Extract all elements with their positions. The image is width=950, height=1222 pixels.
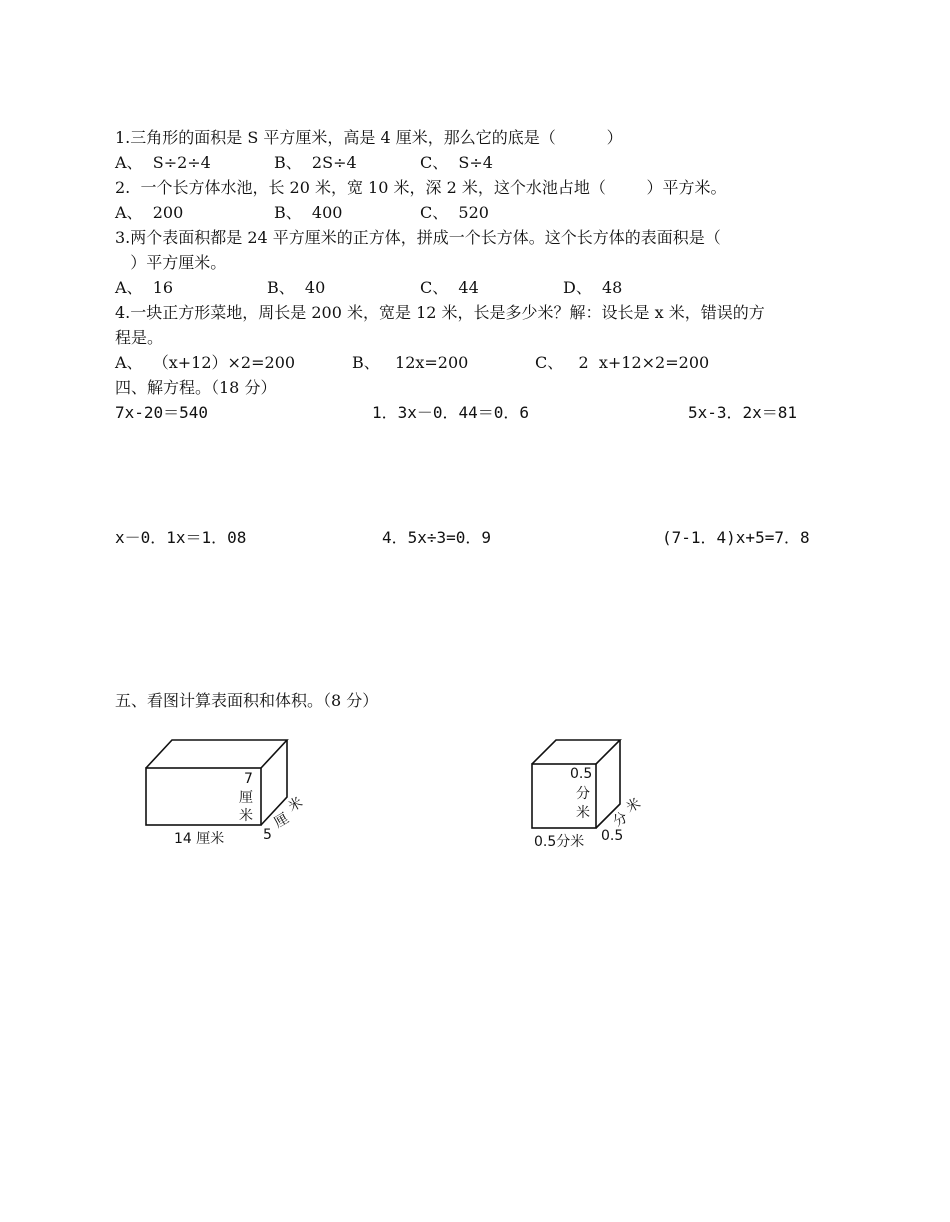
cube-height-char1: 分 <box>576 786 590 802</box>
cuboid-top-face <box>146 740 287 768</box>
section-5-title: 五、看图计算表面积和体积。（8 分） <box>115 691 379 710</box>
question-2-option-a: A、 200 <box>115 203 184 222</box>
cube-figure <box>525 730 665 855</box>
equation-2: 1．3x－0．44＝0．6 <box>372 403 530 422</box>
cube-top-face <box>532 740 620 764</box>
cuboid-width-char1: 厘 <box>271 810 292 832</box>
question-3-option-d: D、 48 <box>563 278 623 297</box>
question-3-stem-line2: ）平方厘米。 <box>115 253 227 272</box>
cuboid-width-char2: 米 <box>285 794 306 816</box>
equation-3: 5x-3．2x＝81 <box>688 403 798 422</box>
cuboid-width-digit: 5 <box>263 827 272 843</box>
question-1-stem: 1.三角形的面积是 S 平方厘米，高是 4 厘米，那么它的底是（ ） <box>115 128 623 147</box>
cuboid-figure <box>130 730 330 855</box>
question-4-option-b: B、 12x=200 <box>352 353 469 372</box>
cube-width-char1: 分 <box>610 809 631 831</box>
cube-height-char2: 米 <box>576 805 590 821</box>
equation-5: 4．5x÷3=0．9 <box>382 528 492 547</box>
cuboid-height-char2: 米 <box>239 808 253 824</box>
question-2-stem: 2. 一个长方体水池，长 20 米，宽 10 米，深 2 米，这个水池占地（ ）平方米。 <box>115 178 727 197</box>
cuboid-height-digit: 7 <box>244 771 253 787</box>
equation-1: 7x-20＝540 <box>115 403 209 422</box>
section-4-title: 四、解方程。（18 分） <box>115 378 277 397</box>
question-4-option-c: C、 2 x+12×2=200 <box>535 353 710 372</box>
question-3-option-c: C、 44 <box>420 278 479 297</box>
question-3-option-a: A、 16 <box>115 278 174 297</box>
question-1-option-a: A、 S÷2÷4 <box>115 153 211 172</box>
cube-width-value: 0.5 <box>601 828 624 844</box>
question-1-option-c: C、 S÷4 <box>420 153 493 172</box>
question-2-option-b: B、 400 <box>274 203 343 222</box>
equation-4: x－0．1x＝1．08 <box>115 528 247 547</box>
cube-length-label: 0.5分米 <box>534 834 585 850</box>
equation-6: (7-1．4)x+5=7．8 <box>662 528 810 547</box>
question-3-stem-line1: 3.两个表面积都是 24 平方厘米的正方体，拼成一个长方体。这个长方体的表面积是（ <box>115 228 721 247</box>
question-4-stem-line1: 4.一块正方形菜地，周长是 200 米，宽是 12 米，长是多少米？解：设长是 x 米，错误的方 <box>115 303 765 322</box>
question-2-option-c: C、 520 <box>420 203 489 222</box>
question-4-option-a: A、 （x+12）×2=200 <box>115 353 296 372</box>
question-3-option-b: B、 40 <box>267 278 326 297</box>
cuboid-height-char1: 厘 <box>239 790 253 806</box>
question-1-option-b: B、 2S÷4 <box>274 153 357 172</box>
cube-width-char2: 米 <box>623 795 644 817</box>
question-4-stem-line2: 程是。 <box>115 328 164 347</box>
cuboid-length-label: 14 厘米 <box>174 831 225 847</box>
cube-height-value: 0.5 <box>570 766 593 782</box>
